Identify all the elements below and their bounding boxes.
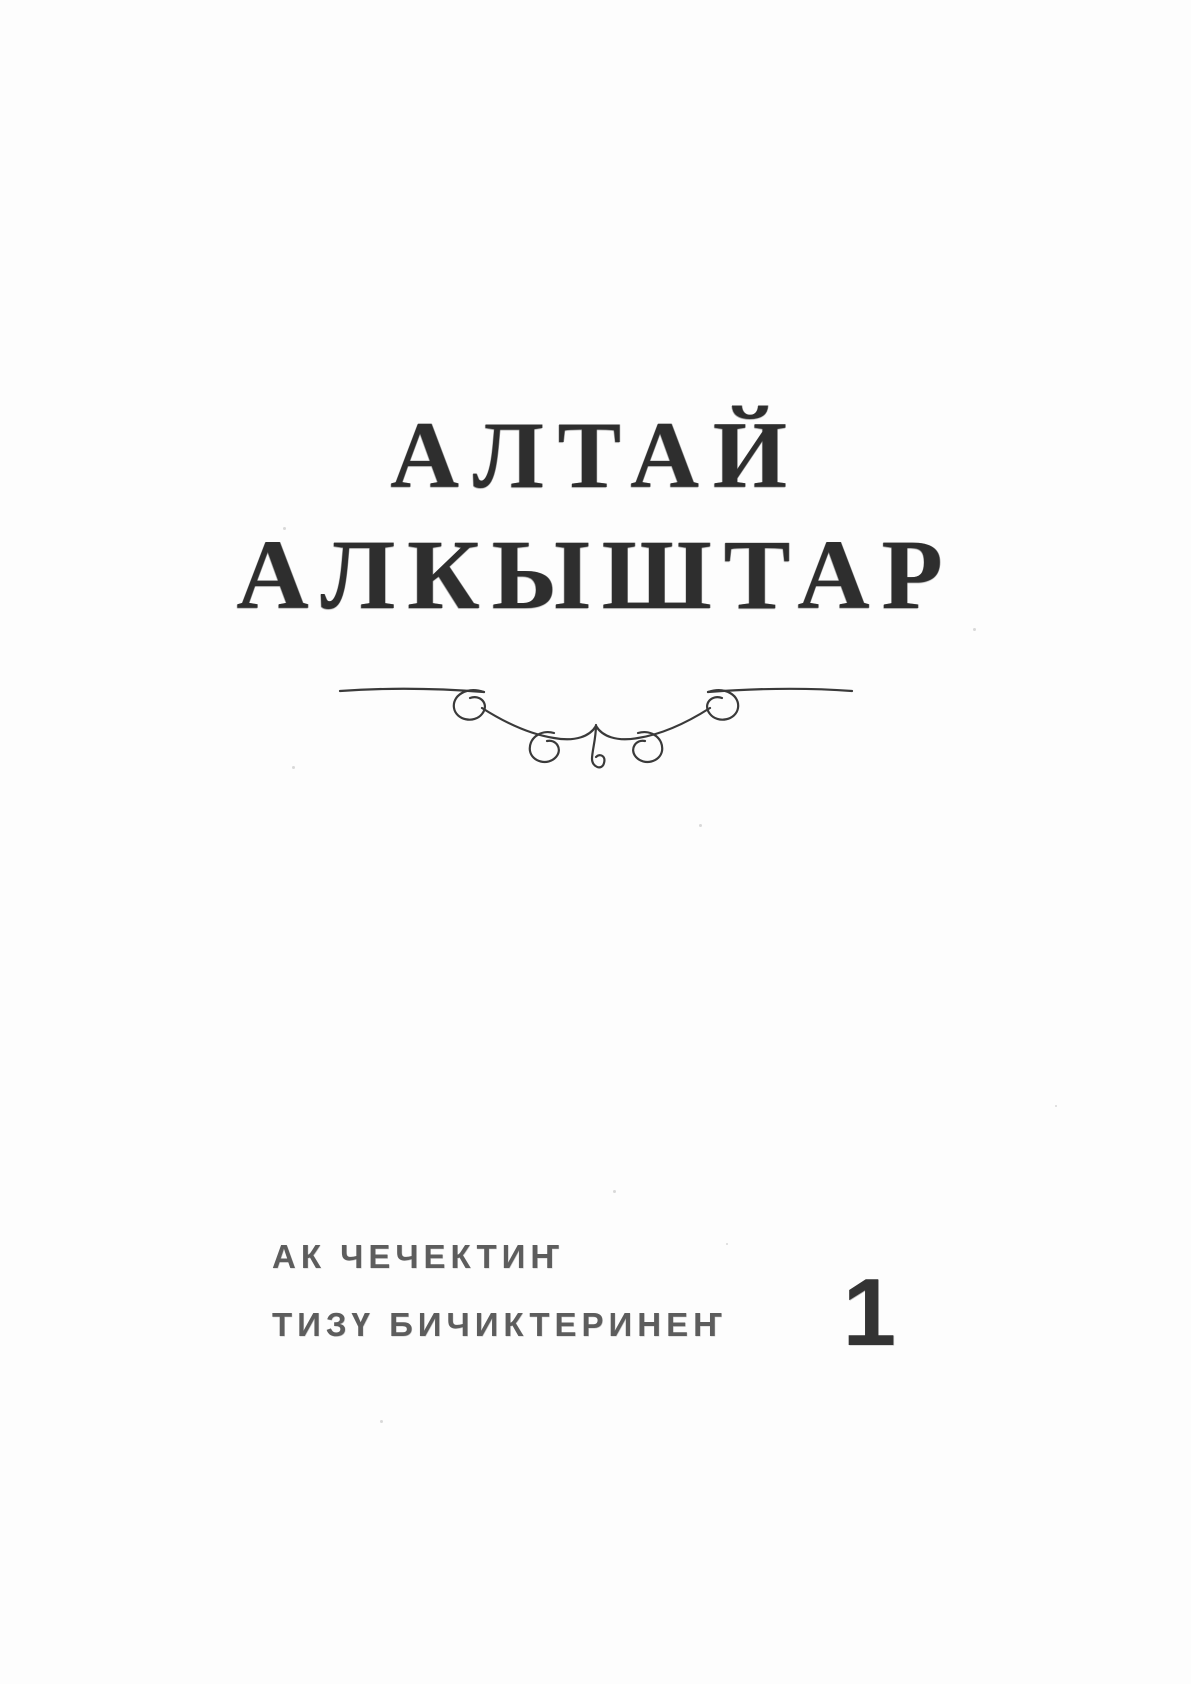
scan-speckle: [699, 824, 702, 827]
title-line-1: АЛТАЙ: [390, 402, 801, 508]
scan-speckle: [613, 1190, 616, 1193]
scroll-flourish-icon: [336, 665, 856, 785]
title-line-2: АЛКЫШТАР: [236, 519, 955, 630]
book-title: [0, 400, 1191, 634]
series-note: [272, 1228, 727, 1354]
scan-speckle: [1055, 1105, 1057, 1107]
ornament-divider: [0, 665, 1191, 785]
scan-speckle: [380, 1420, 383, 1423]
series-note-line-2: ТИЗҮ БИЧИКТЕРИНЕҤ: [272, 1306, 728, 1343]
page-number: 1: [842, 1259, 896, 1366]
series-note-line-1: АК ЧЕЧЕКТИҤ: [272, 1238, 565, 1275]
